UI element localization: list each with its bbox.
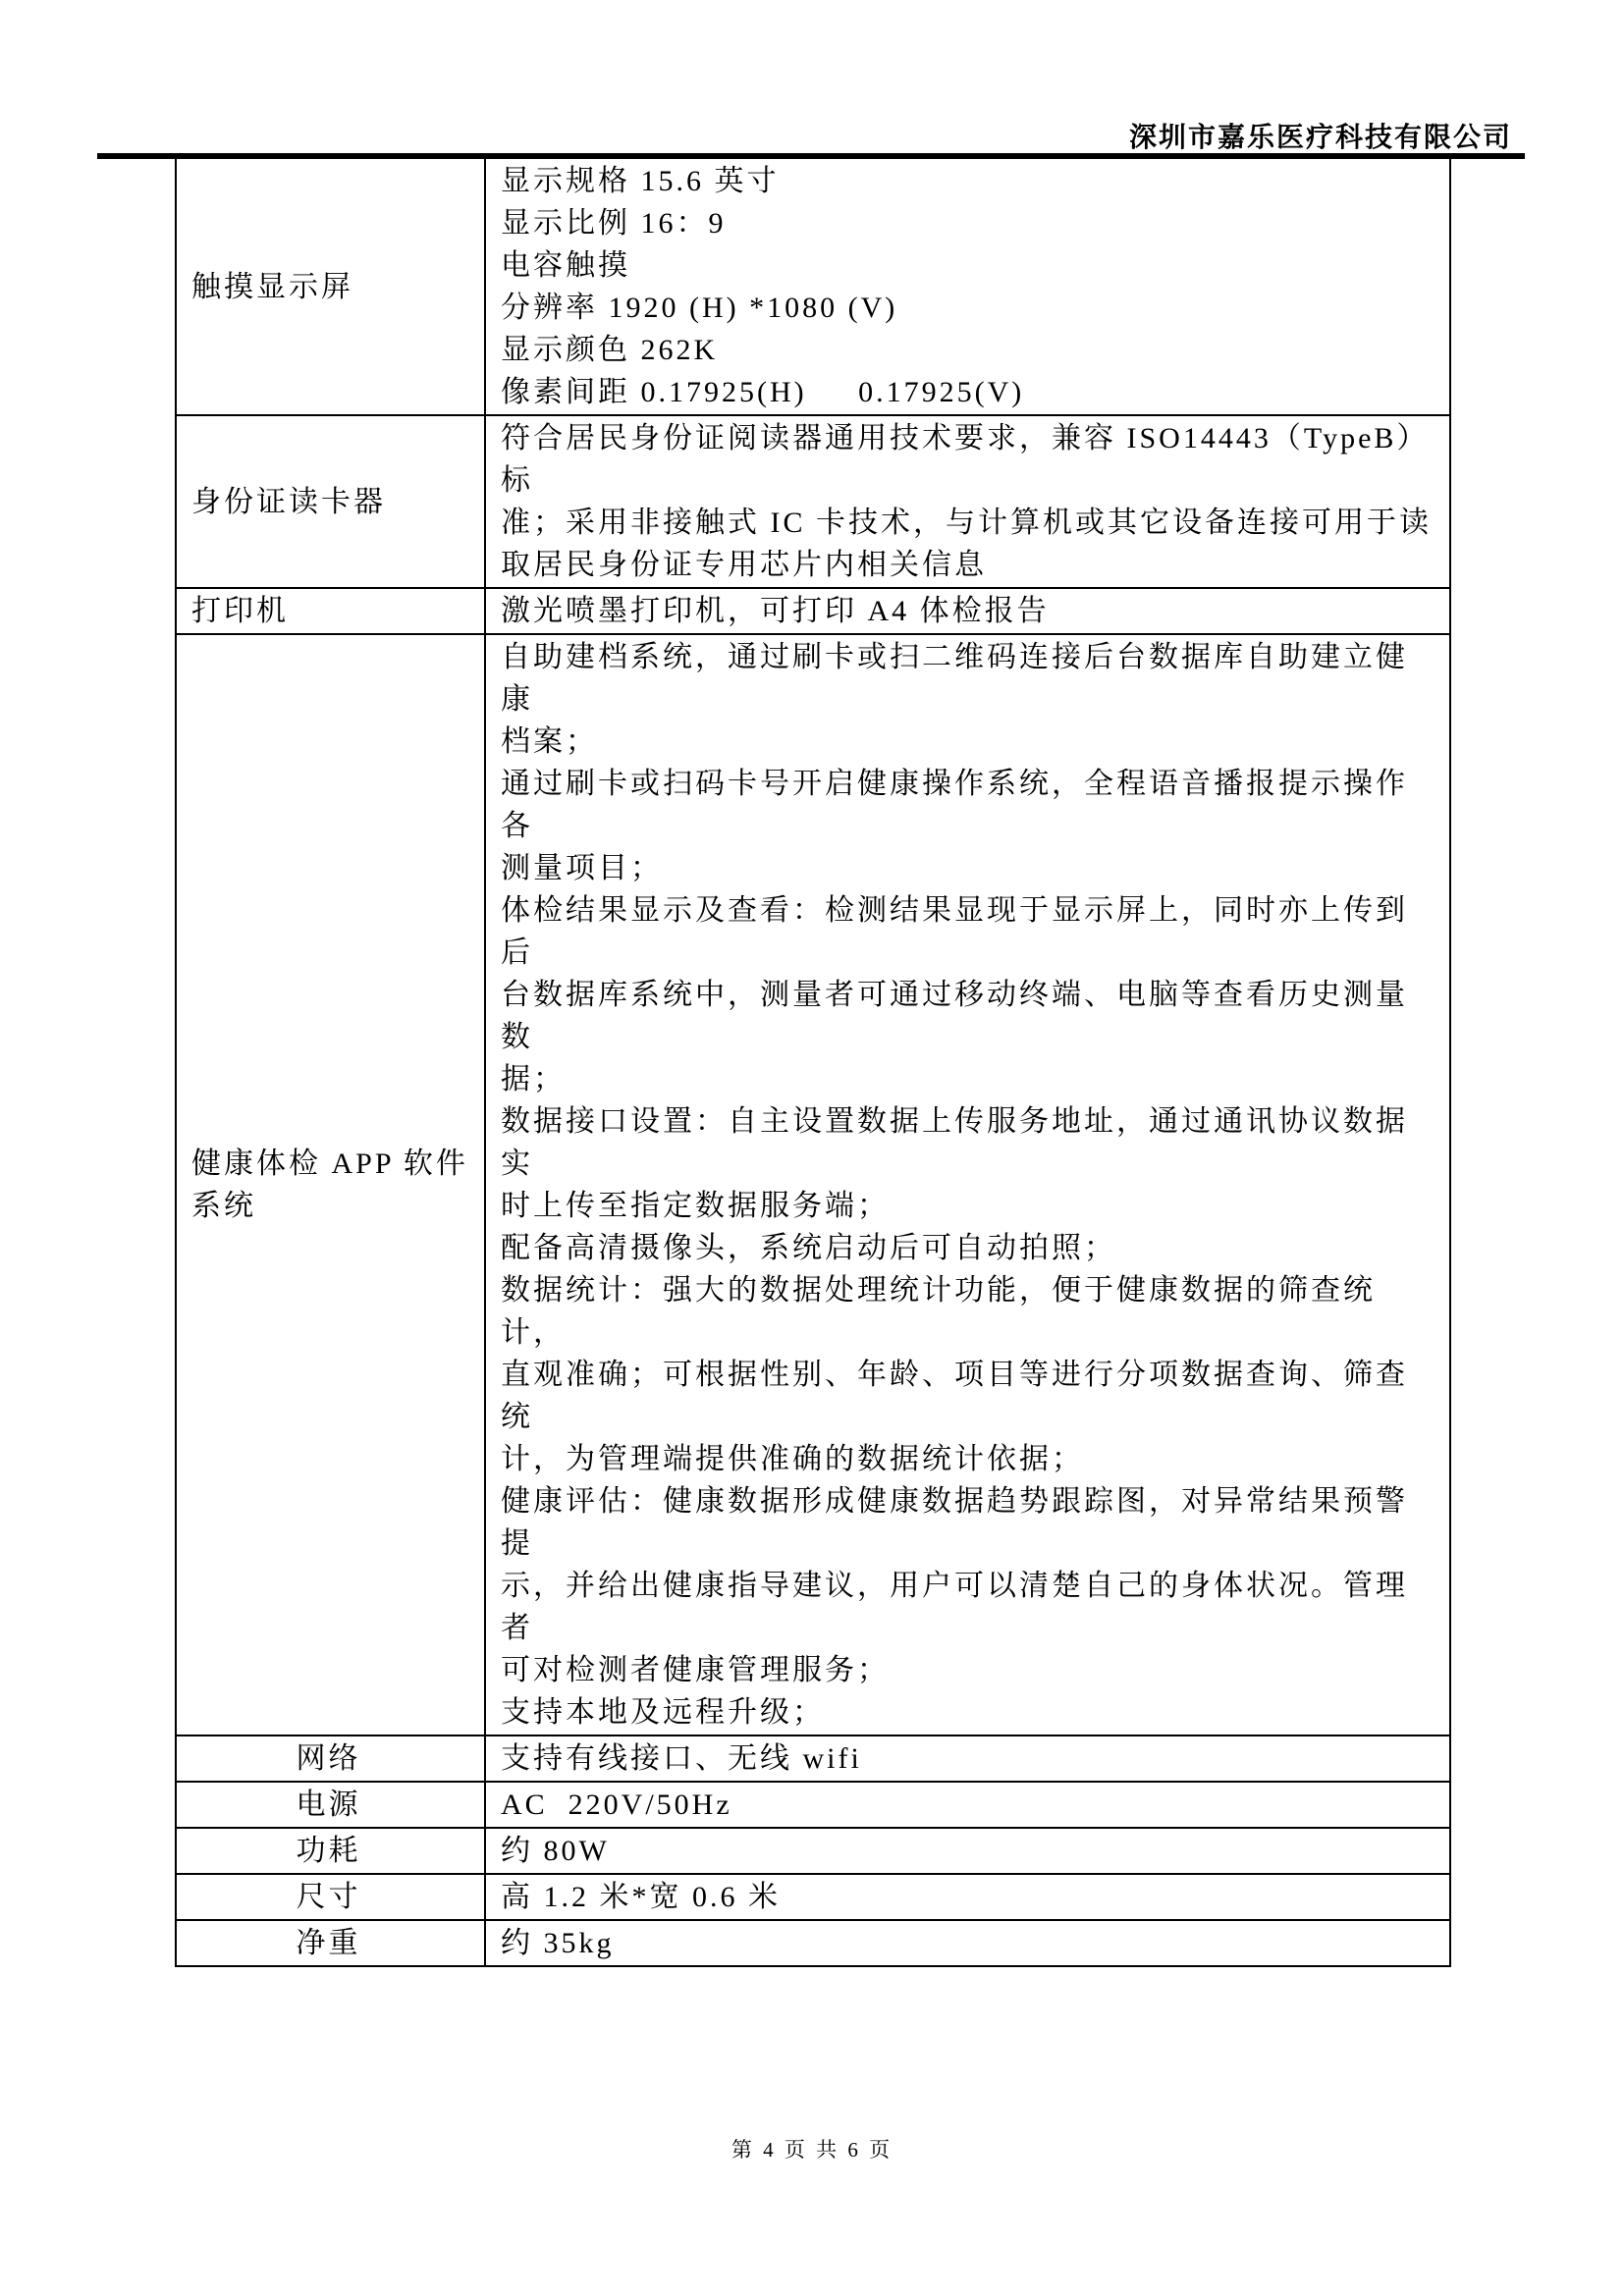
row-label-line: 健康体检 APP 软件	[191, 1148, 468, 1180]
row-label-cell	[177, 1783, 486, 1827]
row-label-cell	[177, 1875, 486, 1919]
row-content-cell	[486, 1921, 1449, 1965]
row-content-cell	[486, 589, 1449, 633]
row-content-cell	[486, 1783, 1449, 1827]
table-row	[177, 159, 1449, 414]
row-content-cell	[486, 1829, 1449, 1873]
table-row	[177, 1919, 1449, 1965]
content-line: 约 80W	[501, 1835, 610, 1867]
page-number: 第 4 页 共 6 页	[731, 2138, 893, 2162]
content-line: 据；	[501, 1063, 566, 1095]
content-line: 档案；	[501, 725, 598, 758]
content-line: 电容触摸	[501, 249, 630, 282]
row-label-line: 电源	[296, 1789, 361, 1821]
content-line: 自助建档系统，通过刷卡或扫二维码连接后台数据库自助建立健康	[501, 641, 1408, 716]
content-line: 示，并给出健康指导建议，用户可以清楚自己的身体状况。管理者	[501, 1570, 1408, 1644]
row-label-line: 身份证读卡器	[191, 485, 386, 518]
row-content-cell	[486, 1736, 1449, 1781]
content-line: 准；采用非接触式 IC 卡技术，与计算机或其它设备连接可用于读	[501, 507, 1432, 539]
table-row	[177, 1827, 1449, 1873]
row-label-line: 净重	[296, 1927, 361, 1959]
content-line: 测量项目；	[501, 852, 663, 884]
content-line: 显示比例 16：9	[501, 207, 727, 240]
content-line: 数据统计：强大的数据处理统计功能，便于健康数据的筛查统计，	[501, 1274, 1376, 1349]
content-line: 通过刷卡或扫码卡号开启健康操作系统，全程语音播报提示操作各	[501, 768, 1408, 842]
table-row	[177, 1781, 1449, 1827]
content-line: 约 35kg	[501, 1927, 615, 1959]
content-line: 体检结果显示及查看：检测结果显现于显示屏上，同时亦上传到后	[501, 894, 1408, 969]
content-line: 健康评估：健康数据形成健康数据趋势跟踪图，对异常结果预警提	[501, 1485, 1408, 1560]
content-line: 取居民身份证专用芯片内相关信息	[501, 549, 987, 581]
table-row	[177, 414, 1449, 587]
content-line: 可对检测者健康管理服务；	[501, 1654, 890, 1686]
content-line: 台数据库系统中，测量者可通过移动终端、电脑等查看历史测量数	[501, 979, 1408, 1053]
company-name: 深圳市嘉乐医疗科技有限公司	[1128, 123, 1512, 153]
content-line: 分辨率 1920 (H) *1080 (V)	[501, 292, 898, 324]
row-label-cell	[177, 416, 486, 587]
content-line: 直观准确；可根据性别、年龄、项目等进行分项数据查询、筛查统	[501, 1359, 1408, 1433]
row-label-line: 尺寸	[296, 1881, 361, 1913]
row-label-cell	[177, 589, 486, 633]
table-row	[177, 587, 1449, 633]
row-content-cell	[486, 635, 1449, 1735]
row-label-line: 功耗	[296, 1835, 361, 1867]
row-content-cell	[486, 1875, 1449, 1919]
content-line: 像素间距 0.17925(H) 0.17925(V)	[501, 376, 1025, 408]
content-line: 配备高清摄像头，系统启动后可自动拍照；	[501, 1232, 1116, 1264]
row-label-cell	[177, 159, 486, 414]
table-row	[177, 1735, 1449, 1781]
row-label-cell	[177, 1829, 486, 1873]
content-line: 显示颜色 262K	[501, 334, 719, 366]
row-label-cell	[177, 1921, 486, 1965]
row-label-cell	[177, 1736, 486, 1781]
row-label-line: 网络	[296, 1742, 361, 1775]
table-row	[177, 1873, 1449, 1919]
content-line: 数据接口设置：自主设置数据上传服务地址，通过通讯协议数据实	[501, 1105, 1408, 1180]
content-line: 显示规格 15.6 英寸	[501, 165, 780, 197]
row-content-cell	[486, 416, 1449, 587]
row-label-cell	[177, 635, 486, 1735]
row-label-line: 触摸显示屏	[191, 270, 353, 303]
content-line: 高 1.2 米*宽 0.6 米	[501, 1881, 781, 1913]
content-line: 符合居民身份证阅读器通用技术要求，兼容 ISO14443（TypeB）标	[501, 422, 1430, 497]
row-label-line: 打印机	[191, 595, 289, 627]
table-row	[177, 633, 1449, 1735]
content-line: 计，为管理端提供准确的数据统计依据；	[501, 1443, 1084, 1475]
content-line: 时上传至指定数据服务端；	[501, 1190, 890, 1222]
content-line: 激光喷墨打印机，可打印 A4 体检报告	[501, 595, 1050, 627]
row-content-cell	[486, 159, 1449, 414]
content-line: AC 220V/50Hz	[501, 1789, 732, 1821]
spec-table	[175, 159, 1451, 1967]
content-line: 支持有线接口、无线 wifi	[501, 1742, 862, 1775]
content-line: 支持本地及远程升级；	[501, 1696, 825, 1729]
row-label-line: 系统	[191, 1190, 256, 1222]
